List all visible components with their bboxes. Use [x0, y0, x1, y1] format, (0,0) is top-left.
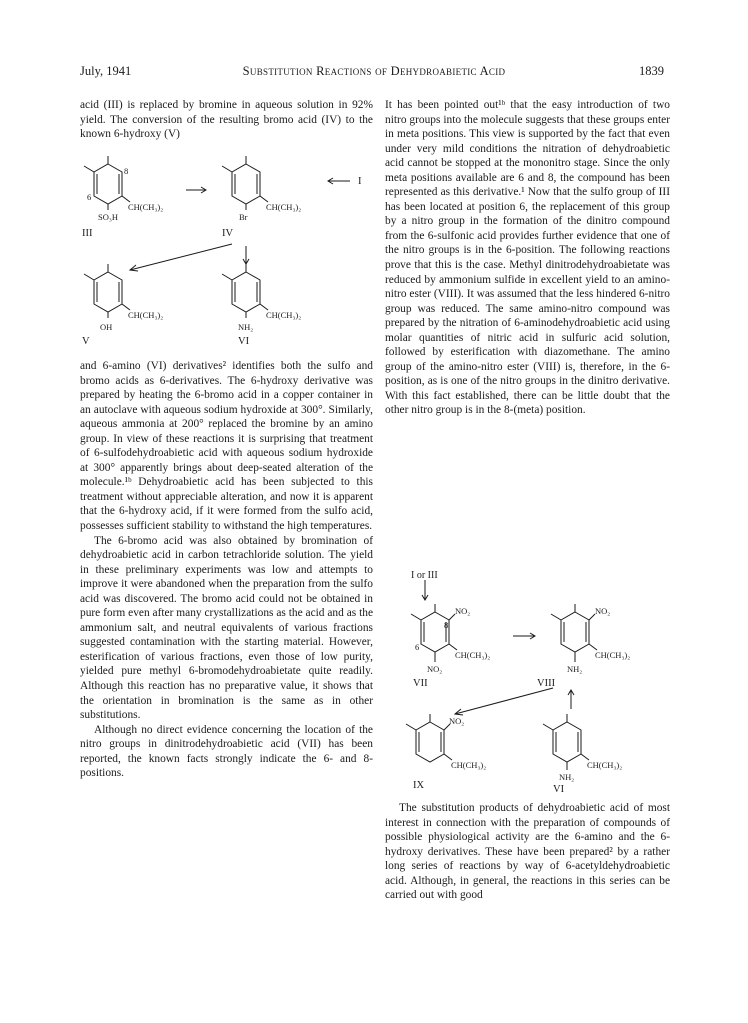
isopropyl-group-VII: CH(CH₃)₂ — [455, 650, 491, 660]
compound-IX-structure — [406, 714, 452, 762]
paragraph: The 6-bromo acid was also obtained by bromination of dehydroabietic acid in carbon tetrachloride solution. The yield in these preliminary experiments was low and attempts to improve it were abandoned when the preparation from the sulfo acid was discovered. The bromo acid could not be obtained in pure form even after many crystallizations as the acid and as the ammonium salt, and neutral equivalents of various fractions suggested contamination with the starting material. However, esterification of various fractions, even those of low purity, yielded pure methyl 6-bromodehydroabietate quite readily. Although this reaction has no preparative value, it shows that the orientation in bromination is the same as in other substitutions. — [80, 534, 373, 722]
right-column-top-text — [385, 98, 670, 418]
arrow-VIII-to-IX — [455, 688, 553, 715]
isopropyl-group-VI: CH(CH₃)₂ — [266, 310, 302, 320]
nitro-group-IX: NO₂ — [449, 716, 465, 726]
isopropyl-group-IX: CH(CH₃)₂ — [451, 760, 487, 770]
compound-label-IV: IV — [222, 228, 234, 239]
compound-V-structure — [84, 264, 130, 318]
compound-IV-structure — [222, 156, 268, 210]
left-column-top-text — [80, 98, 373, 142]
paragraph: It has been pointed out¹ᵇ that the easy introduction of two nitro groups into the molecule suggests that these groups enter in meta positions. This view is supported by the fact that even under very mild conditions the nitration of dehydroabietic acid cannot be stopped at the mononitro stage. Since the only meta positions available are 6 and 8, the compound has been represented as this derivative.¹ Now that the sulfo group of III has been located at position 6, the replacement of this group by a nitro group in the formation of the dinitro compound from the 6-sulfonic acid provides further evidence that one of the nitro groups is in the 6-position. The following reactions prove that this is the case. Methyl dinitrodehydroabietate was reduced by ammonium sulfide in excellent yield to an amino-nitro ester (VIII). It was assumed that the less hindered 6-nitro group was reduced. The same amino-nitro compound was prepared by the nitration of 6-aminodehydroabietic acid using molar quantities of nitric acid in sulfuric acid solution, followed by esterification with diazomethane. The amino group of the amino-nitro ester (VIII) is, therefore, in the 6-position, as is one of the nitro groups in the dinitro derivative. With this fact established, there can be little doubt that the other nitro group is in the 8-(meta) position. — [385, 99, 670, 417]
compound-VI-structure — [222, 264, 268, 318]
compound-label-I: I — [358, 176, 362, 187]
isopropyl-group-VI: CH(CH₃)₂ — [587, 760, 623, 770]
compound-label-III: III — [82, 228, 93, 239]
position-8-label: 8 — [444, 620, 449, 630]
amino-group-VI: NH₂ — [238, 322, 254, 332]
paragraph: The substitution products of dehydroabietic acid of most interest in connection with the preparation of compounds of possible physiological activity are the 6-amino and the 6-hydroxy derivatives. These have been prepared² by a rather long series of reactions by way of 6-acetyldehydroabietic acid. Although, in general, the reactions in this series can be carried out with good — [385, 802, 670, 902]
compound-label-VIII: VIII — [537, 678, 556, 689]
position-8-label: 8 — [124, 166, 129, 176]
arrow-III-to-IV — [186, 187, 206, 193]
page-number: 1839 — [639, 64, 664, 78]
isopropyl-group-IV: CH(CH₃)₂ — [266, 202, 302, 212]
isopropyl-group-VIII: CH(CH₃)₂ — [595, 650, 631, 660]
compound-label-VI: VI — [553, 784, 565, 794]
isopropyl-group-III: CH(CH₃)₂ — [128, 202, 164, 212]
paragraph: and 6-amino (VI) derivatives² identifies both the sulfo and bromo acids as 6-derivatives. The 6-hydroxy derivative was prepared by heating the 6-bromo acid in a copper container in an autoclave with aqueous sodium hydroxide at 300°. Similarly, aqueous ammonia at 200° replaced the bromine by an amino group. In view of these reactions it is surprising that treatment of 6-sulfodehydroabietic acid with aqueous sodium hydroxide at 300° apparently brings about deep-seated alteration of the molecule.¹ᵇ Dehydroabietic acid has been subjected to this treatment without appreciable alteration, and now it is apparent that the 6-hydroxy acid, if it were formed from the sulfo acid, possesses sufficient stability to withstand the high temperatures. — [80, 360, 373, 533]
reaction-scheme-2 — [385, 566, 675, 794]
arrow-I-to-IV — [328, 178, 350, 184]
compound-label-VII: VII — [413, 678, 428, 689]
arrow-VI-to-VIII — [568, 690, 574, 709]
sulfo-group-III: SO₃H — [98, 212, 118, 222]
position-6-label: 6 — [415, 642, 420, 652]
hydroxy-group-V: OH — [100, 322, 113, 332]
running-header-title: Substitution Reactions of Dehydroabietic Acid — [242, 64, 506, 78]
compound-label-V: V — [82, 336, 90, 347]
compound-VI-structure — [543, 714, 589, 770]
nitro-group-8-VII: NO₂ — [455, 606, 471, 616]
start-compounds-label: I or III — [411, 570, 438, 581]
bromo-group-IV: Br — [239, 212, 248, 222]
nitro-group-6-VII: NO₂ — [427, 664, 443, 674]
arrow-IV-to-VI — [243, 246, 249, 264]
left-column-bottom-text — [80, 359, 373, 781]
position-6-label: 6 — [87, 192, 92, 202]
arrow-start-to-VII — [422, 580, 428, 600]
compound-label-VI: VI — [238, 336, 250, 347]
compound-label-IX: IX — [413, 780, 425, 791]
compound-VIII-structure — [551, 604, 597, 662]
isopropyl-group-V: CH(CH₃)₂ — [128, 310, 164, 320]
right-column-bottom-text — [385, 801, 670, 903]
nitro-group-VIII: NO₂ — [595, 606, 611, 616]
reaction-scheme-1 — [78, 150, 378, 350]
arrow-IV-to-V — [130, 244, 232, 271]
paragraph: Although no direct evidence concerning the location of the nitro groups in dinitrodehydroabietic acid (VII) has been reported, the known facts strongly indicate the 6- and 8-positions. — [80, 723, 373, 780]
amino-group-VIII: NH₂ — [567, 664, 583, 674]
arrow-VII-to-VIII — [513, 633, 535, 639]
running-header-date: July, 1941 — [80, 64, 132, 78]
amino-group-VI: NH₂ — [559, 772, 575, 782]
paragraph: acid (III) is replaced by bromine in aqueous solution in 92% yield. The conversion of the resulting bromo acid (IV) to the known 6-hydroxy (V) — [80, 99, 373, 141]
compound-VII-structure — [411, 604, 457, 662]
